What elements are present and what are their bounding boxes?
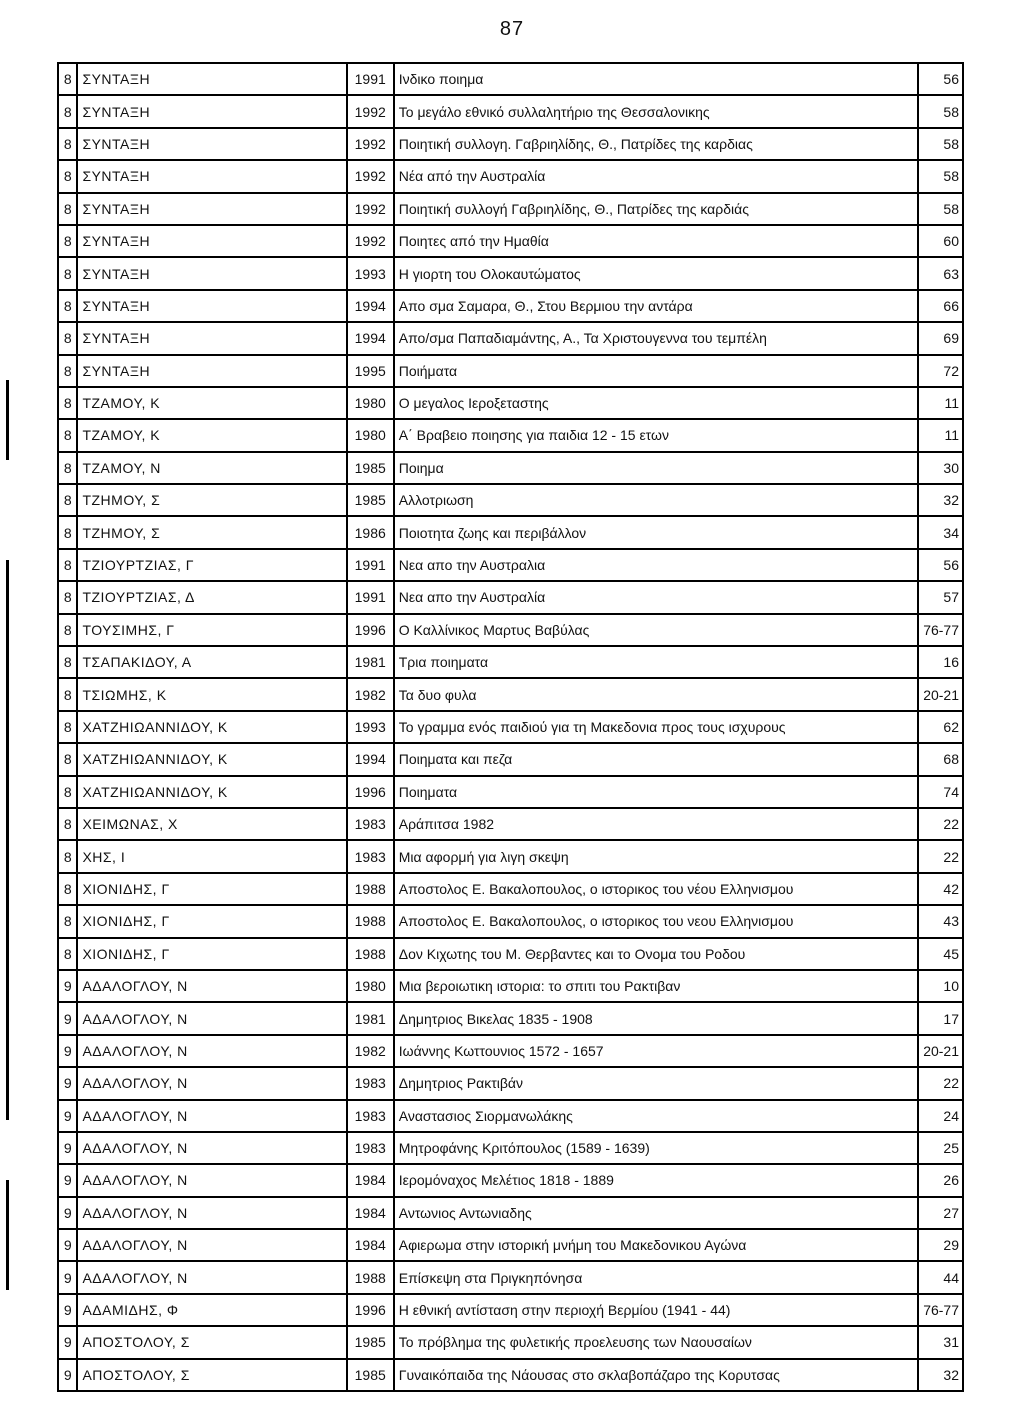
entry-year: 1981	[347, 646, 394, 678]
entry-title: Ποιητες από την Ημαθία	[394, 225, 918, 257]
entry-title: Απο σμα Σαμαρα, Θ., Στου Βερμιου την αντάρα	[394, 290, 918, 322]
entry-author: ΣΥΝΤΑΞΗ	[77, 225, 346, 257]
entry-year: 1996	[347, 776, 394, 808]
entry-author: ΣΥΝΤΑΞΗ	[77, 128, 346, 160]
entry-title: Μια αφορμή για λιγη σκεψη	[394, 840, 918, 872]
entry-page: 20-21	[918, 678, 963, 710]
entry-title: Μια βεροιωτικη ιστορια: το σπιτι του Ρακτιβαν	[394, 970, 918, 1002]
entry-page: 22	[918, 840, 963, 872]
entry-year: 1984	[347, 1197, 394, 1229]
entry-title: Νεα απο την Αυστραλια	[394, 549, 918, 581]
entry-author: ΤΖΑΜΟΥ, Κ	[77, 419, 346, 451]
entry-number: 8	[58, 840, 77, 872]
entry-number: 8	[58, 257, 77, 289]
entry-year: 1983	[347, 808, 394, 840]
table-row	[58, 1035, 963, 1067]
entry-year: 1985	[347, 484, 394, 516]
entry-title: Ο μεγαλος Ιεροξεταστης	[394, 387, 918, 419]
entry-year: 1983	[347, 1132, 394, 1164]
entry-number: 8	[58, 743, 77, 775]
entry-number: 9	[58, 1164, 77, 1196]
entry-title: Αράπιτσα 1982	[394, 808, 918, 840]
table-row	[58, 160, 963, 192]
entry-number: 9	[58, 1229, 77, 1261]
entry-number: 9	[58, 1294, 77, 1326]
table-row	[58, 1132, 963, 1164]
entry-author: ΤΖΙΟΥΡΤΖΙΑΣ, Γ	[77, 549, 346, 581]
table-row	[58, 1197, 963, 1229]
scan-edge-mark	[6, 380, 9, 460]
entry-title: Ποιοτητα ζωης και περιβάλλον	[394, 516, 918, 548]
table-row	[58, 905, 963, 937]
entry-author: ΑΔΑΛΟΓΛΟΥ, Ν	[77, 1261, 346, 1293]
entry-title: Η εθνική αντίσταση στην περιοχή Βερμίου (1941 - 44)	[394, 1294, 918, 1326]
entry-year: 1992	[347, 95, 394, 127]
entry-number: 9	[58, 1261, 77, 1293]
entry-number: 8	[58, 290, 77, 322]
entry-year: 1986	[347, 516, 394, 548]
entry-author: ΑΔΑΜΙΔΗΣ, Φ	[77, 1294, 346, 1326]
entry-year: 1995	[347, 355, 394, 387]
entry-author: ΑΔΑΛΟΓΛΟΥ, Ν	[77, 1229, 346, 1261]
entry-year: 1983	[347, 1100, 394, 1132]
entry-page: 69	[918, 322, 963, 354]
entry-number: 8	[58, 95, 77, 127]
table-row	[58, 711, 963, 743]
entry-title: Αποστολος Ε. Βακαλοπουλος, ο ιστορικος του νεου Ελληνισμου	[394, 905, 918, 937]
entry-title: Νέα από την Αυστραλία	[394, 160, 918, 192]
entry-title: Μητροφάνης Κριτόπουλος (1589 - 1639)	[394, 1132, 918, 1164]
table-row	[58, 808, 963, 840]
entry-year: 1980	[347, 387, 394, 419]
entry-author: ΧΑΤΖΗΙΩΑΝΝΙΔΟΥ, Κ	[77, 743, 346, 775]
entry-page: 58	[918, 95, 963, 127]
entry-year: 1991	[347, 63, 394, 95]
entry-number: 8	[58, 322, 77, 354]
entry-author: ΤΣΑΠΑΚΙΔΟΥ, Α	[77, 646, 346, 678]
entry-number: 9	[58, 1132, 77, 1164]
entry-title: Ιωάννης Κωττουνιος 1572 - 1657	[394, 1035, 918, 1067]
table-row	[58, 452, 963, 484]
table-row	[58, 322, 963, 354]
entry-author: ΑΔΑΛΟΓΛΟΥ, Ν	[77, 1197, 346, 1229]
entry-year: 1992	[347, 193, 394, 225]
entry-number: 9	[58, 970, 77, 1002]
entry-title: Γυναικόπαιδα της Νάουσας στο σκλαβοπάζαρο της Κορυτσας	[394, 1359, 918, 1391]
entry-page: 58	[918, 128, 963, 160]
entry-author: ΣΥΝΤΑΞΗ	[77, 63, 346, 95]
entry-author: ΤΖΑΜΟΥ, Ν	[77, 452, 346, 484]
entry-year: 1992	[347, 160, 394, 192]
entry-page: 76-77	[918, 1294, 963, 1326]
entry-author: ΧΕΙΜΩΝΑΣ, Χ	[77, 808, 346, 840]
table-row	[58, 128, 963, 160]
table-row	[58, 1229, 963, 1261]
entry-title: Αποστολος Ε. Βακαλοπουλος, ο ιστορικος του νέου Ελληνισμου	[394, 873, 918, 905]
table-row	[58, 970, 963, 1002]
entry-number: 8	[58, 484, 77, 516]
entry-year: 1991	[347, 581, 394, 613]
entry-page: 45	[918, 938, 963, 970]
entry-page: 27	[918, 1197, 963, 1229]
entry-title: Δημητριος Βικελας 1835 - 1908	[394, 1002, 918, 1034]
entry-author: ΤΟΥΣΙΜΗΣ, Γ	[77, 614, 346, 646]
table-row	[58, 581, 963, 613]
entry-title: Το πρόβλημα της φυλετικής προελευσης των Ναουσαίων	[394, 1326, 918, 1358]
table-row	[58, 1164, 963, 1196]
entry-page: 72	[918, 355, 963, 387]
entry-page: 76-77	[918, 614, 963, 646]
entry-year: 1980	[347, 419, 394, 451]
entry-title: Απο/σμα Παπαδιαμάντης, Α., Τα Χριστουγεννα του τεμπέλη	[394, 322, 918, 354]
entry-author: ΤΖΗΜΟΥ, Σ	[77, 516, 346, 548]
table-row	[58, 1294, 963, 1326]
entry-page: 11	[918, 387, 963, 419]
entry-title: Ο Καλλίνικος Μαρτυς Βαβύλας	[394, 614, 918, 646]
entry-page: 34	[918, 516, 963, 548]
entry-year: 1984	[347, 1229, 394, 1261]
entry-author: ΧΗΣ, Ι	[77, 840, 346, 872]
entry-year: 1994	[347, 290, 394, 322]
entry-number: 8	[58, 63, 77, 95]
entry-title: Ιερομόναχος Μελέτιος 1818 - 1889	[394, 1164, 918, 1196]
entry-page: 68	[918, 743, 963, 775]
entry-year: 1992	[347, 128, 394, 160]
table-row	[58, 387, 963, 419]
entry-number: 8	[58, 905, 77, 937]
table-row	[58, 743, 963, 775]
table-row	[58, 290, 963, 322]
entry-author: ΤΖΙΟΥΡΤΖΙΑΣ, Δ	[77, 581, 346, 613]
index-table-body	[58, 63, 963, 1391]
scan-edge-mark	[6, 1180, 9, 1290]
entry-year: 1985	[347, 1326, 394, 1358]
entry-title: Ποιητική συλλογή Γαβριηλίδης, Θ., Πατρίδες της καρδιάς	[394, 193, 918, 225]
entry-author: ΑΠΟΣΤΟΛΟΥ, Σ	[77, 1326, 346, 1358]
entry-year: 1994	[347, 743, 394, 775]
entry-author: ΑΔΑΛΟΓΛΟΥ, Ν	[77, 1067, 346, 1099]
entry-year: 1994	[347, 322, 394, 354]
table-row	[58, 1002, 963, 1034]
entry-page: 32	[918, 484, 963, 516]
table-row	[58, 1359, 963, 1391]
entry-page: 17	[918, 1002, 963, 1034]
table-row	[58, 225, 963, 257]
entry-author: ΤΖΑΜΟΥ, Κ	[77, 387, 346, 419]
entry-year: 1981	[347, 1002, 394, 1034]
table-row	[58, 938, 963, 970]
entry-number: 8	[58, 516, 77, 548]
entry-title: Ποιήματα	[394, 355, 918, 387]
entry-number: 8	[58, 387, 77, 419]
table-row	[58, 549, 963, 581]
entry-number: 8	[58, 452, 77, 484]
entry-page: 62	[918, 711, 963, 743]
entry-author: ΣΥΝΤΑΞΗ	[77, 290, 346, 322]
table-row	[58, 614, 963, 646]
entry-title: Ποιηματα	[394, 776, 918, 808]
entry-title: Ποιηματα και πεζα	[394, 743, 918, 775]
table-row	[58, 1067, 963, 1099]
entry-author: ΧΑΤΖΗΙΩΑΝΝΙΔΟΥ, Κ	[77, 711, 346, 743]
entry-number: 8	[58, 355, 77, 387]
entry-page: 26	[918, 1164, 963, 1196]
entry-page: 57	[918, 581, 963, 613]
entry-author: ΣΥΝΤΑΞΗ	[77, 95, 346, 127]
entry-title: Το γραμμα ενός παιδιού για τη Μακεδονια προς τους ισχυρους	[394, 711, 918, 743]
entry-title: Δον Κιχωτης του Μ. Θερβαντες και το Ονομα του Ροδου	[394, 938, 918, 970]
entry-author: ΧΙΟΝΙΔΗΣ, Γ	[77, 905, 346, 937]
entry-author: ΣΥΝΤΑΞΗ	[77, 257, 346, 289]
entry-author: ΑΔΑΛΟΓΛΟΥ, Ν	[77, 970, 346, 1002]
entry-number: 8	[58, 646, 77, 678]
table-row	[58, 355, 963, 387]
table-row	[58, 257, 963, 289]
table-row	[58, 193, 963, 225]
entry-number: 8	[58, 776, 77, 808]
entry-page: 44	[918, 1261, 963, 1293]
entry-year: 1992	[347, 225, 394, 257]
entry-year: 1988	[347, 905, 394, 937]
entry-page: 22	[918, 1067, 963, 1099]
entry-title: Το μεγάλο εθνικό συλλαλητήριο της Θεσσαλονικης	[394, 95, 918, 127]
entry-year: 1980	[347, 970, 394, 1002]
entry-year: 1984	[347, 1164, 394, 1196]
entry-page: 63	[918, 257, 963, 289]
entry-title: Αναστασιος Σιορμανωλάκης	[394, 1100, 918, 1132]
entry-title: Τρια ποιηματα	[394, 646, 918, 678]
table-row	[58, 873, 963, 905]
entry-year: 1993	[347, 711, 394, 743]
entry-page: 58	[918, 193, 963, 225]
entry-author: ΤΖΗΜΟΥ, Σ	[77, 484, 346, 516]
entry-page: 24	[918, 1100, 963, 1132]
entry-page: 11	[918, 419, 963, 451]
entry-page: 20-21	[918, 1035, 963, 1067]
entry-author: ΧΑΤΖΗΙΩΑΝΝΙΔΟΥ, Κ	[77, 776, 346, 808]
entry-page: 16	[918, 646, 963, 678]
entry-title: Α΄ Βραβειο ποιησης για παιδια 12 - 15 ετων	[394, 419, 918, 451]
index-table	[57, 62, 964, 1392]
entry-page: 66	[918, 290, 963, 322]
entry-number: 8	[58, 808, 77, 840]
entry-number: 8	[58, 873, 77, 905]
entry-author: ΣΥΝΤΑΞΗ	[77, 322, 346, 354]
entry-page: 56	[918, 549, 963, 581]
entry-year: 1982	[347, 1035, 394, 1067]
table-row	[58, 646, 963, 678]
entry-number: 8	[58, 419, 77, 451]
entry-page: 58	[918, 160, 963, 192]
entry-title: Αντωνιος Αντωνιαδης	[394, 1197, 918, 1229]
scan-edge-mark	[6, 560, 9, 1120]
table-row	[58, 776, 963, 808]
entry-number: 8	[58, 614, 77, 646]
table-row	[58, 1326, 963, 1358]
entry-author: ΣΥΝΤΑΞΗ	[77, 355, 346, 387]
entry-title: Αλλοτριωση	[394, 484, 918, 516]
entry-author: ΑΔΑΛΟΓΛΟΥ, Ν	[77, 1002, 346, 1034]
entry-year: 1982	[347, 678, 394, 710]
entry-number: 8	[58, 160, 77, 192]
entry-number: 8	[58, 225, 77, 257]
entry-page: 25	[918, 1132, 963, 1164]
entry-year: 1983	[347, 1067, 394, 1099]
table-row	[58, 678, 963, 710]
entry-title: Νεα απο την Αυστραλία	[394, 581, 918, 613]
table-row	[58, 95, 963, 127]
entry-page: 42	[918, 873, 963, 905]
entry-author: ΧΙΟΝΙΔΗΣ, Γ	[77, 873, 346, 905]
table-row	[58, 840, 963, 872]
entry-page: 43	[918, 905, 963, 937]
entry-page: 29	[918, 1229, 963, 1261]
entry-year: 1991	[347, 549, 394, 581]
entry-title: Αφιερωμα στην ιστορική μνήμη του Μακεδονικου Αγώνα	[394, 1229, 918, 1261]
entry-year: 1988	[347, 938, 394, 970]
entry-author: ΑΠΟΣΤΟΛΟΥ, Σ	[77, 1359, 346, 1391]
entry-year: 1996	[347, 1294, 394, 1326]
entry-year: 1985	[347, 1359, 394, 1391]
entry-title: Η γιορτη του Ολοκαυτώματος	[394, 257, 918, 289]
table-row	[58, 516, 963, 548]
entry-page: 22	[918, 808, 963, 840]
table-row	[58, 1261, 963, 1293]
entry-author: ΑΔΑΛΟΓΛΟΥ, Ν	[77, 1035, 346, 1067]
entry-page: 74	[918, 776, 963, 808]
entry-author: ΑΔΑΛΟΓΛΟΥ, Ν	[77, 1100, 346, 1132]
table-row	[58, 1100, 963, 1132]
entry-page: 30	[918, 452, 963, 484]
entry-year: 1996	[347, 614, 394, 646]
entry-title: Ποιημα	[394, 452, 918, 484]
entry-number: 9	[58, 1197, 77, 1229]
entry-title: Τα δυο φυλα	[394, 678, 918, 710]
entry-title: Ινδικο ποιημα	[394, 63, 918, 95]
entry-author: ΧΙΟΝΙΔΗΣ, Γ	[77, 938, 346, 970]
entry-year: 1983	[347, 840, 394, 872]
entry-number: 9	[58, 1067, 77, 1099]
entry-page: 60	[918, 225, 963, 257]
table-row	[58, 484, 963, 516]
entry-number: 8	[58, 678, 77, 710]
entry-number: 9	[58, 1100, 77, 1132]
entry-number: 8	[58, 549, 77, 581]
entry-page: 10	[918, 970, 963, 1002]
entry-author: ΣΥΝΤΑΞΗ	[77, 193, 346, 225]
entry-title: Επίσκεψη στα Πριγκηπόνησα	[394, 1261, 918, 1293]
table-row	[58, 419, 963, 451]
entry-year: 1985	[347, 452, 394, 484]
entry-year: 1993	[347, 257, 394, 289]
entry-title: Δημητριος Ρακτιβάν	[394, 1067, 918, 1099]
entry-author: ΣΥΝΤΑΞΗ	[77, 160, 346, 192]
entry-page: 32	[918, 1359, 963, 1391]
entry-year: 1988	[347, 873, 394, 905]
entry-number: 8	[58, 711, 77, 743]
entry-number: 9	[58, 1002, 77, 1034]
table-row	[58, 63, 963, 95]
entry-number: 9	[58, 1326, 77, 1358]
entry-number: 8	[58, 581, 77, 613]
entry-author: ΤΣΙΩΜΗΣ, Κ	[77, 678, 346, 710]
entry-title: Ποιητική συλλογη. Γαβριηλίδης, Θ., Πατρίδες της καρδιας	[394, 128, 918, 160]
page-number: 87	[499, 18, 525, 40]
entry-author: ΑΔΑΛΟΓΛΟΥ, Ν	[77, 1132, 346, 1164]
entry-number: 8	[58, 193, 77, 225]
entry-number: 9	[58, 1035, 77, 1067]
entry-number: 8	[58, 128, 77, 160]
entry-year: 1988	[347, 1261, 394, 1293]
entry-number: 8	[58, 938, 77, 970]
entry-number: 9	[58, 1359, 77, 1391]
entry-page: 31	[918, 1326, 963, 1358]
entry-author: ΑΔΑΛΟΓΛΟΥ, Ν	[77, 1164, 346, 1196]
entry-page: 56	[918, 63, 963, 95]
